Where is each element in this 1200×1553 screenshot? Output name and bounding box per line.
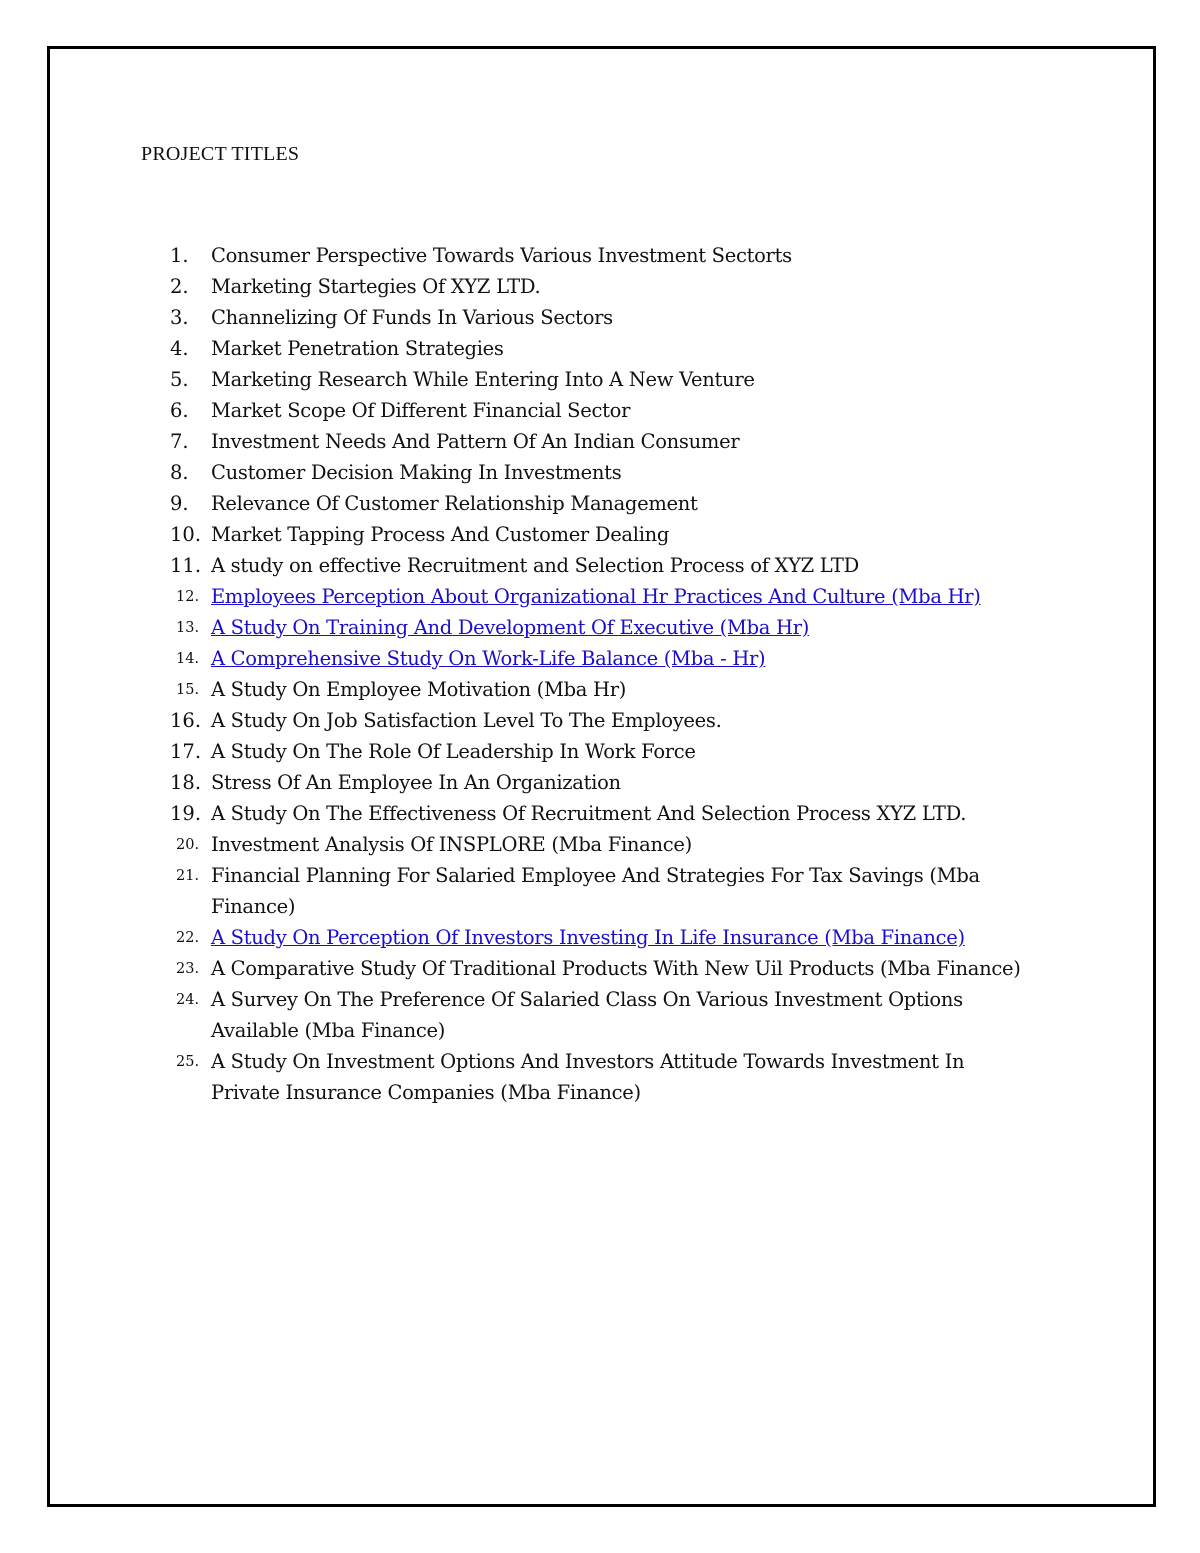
page-title: PROJECT TITLES <box>141 143 300 165</box>
item-link[interactable]: Employees Perception About Organizational Hr Practices And Culture (Mba Hr) <box>211 585 981 608</box>
item-link[interactable]: A Study On Training And Development Of Executive (Mba Hr) <box>211 616 810 639</box>
item-text: A study on effective Recruitment and Selection Process of XYZ LTD <box>211 554 859 577</box>
item-text: A Comparative Study Of Traditional Products With New Uil Products (Mba Finance) <box>211 957 1021 980</box>
item-text: Stress Of An Employee In An Organization <box>211 771 621 794</box>
list-item <box>170 798 1030 829</box>
item-text: Market Tapping Process And Customer Dealing <box>211 523 670 546</box>
list-item <box>170 922 1030 953</box>
item-text: Investment Needs And Pattern Of An Indian Consumer <box>211 430 740 453</box>
list-item <box>170 643 1030 674</box>
list-item <box>170 333 1030 364</box>
list-item <box>170 736 1030 767</box>
item-number: 17. <box>170 740 202 763</box>
list-item <box>170 550 1030 581</box>
item-number: 1. <box>170 244 189 267</box>
list-item <box>170 1046 1030 1108</box>
item-number: 12. <box>176 589 200 605</box>
item-number: 22. <box>176 930 200 946</box>
item-text: A Study On The Role Of Leadership In Work Force <box>211 740 696 763</box>
item-text: Channelizing Of Funds In Various Sectors <box>211 306 613 329</box>
list-item <box>170 612 1030 643</box>
item-text: A Survey On The Preference Of Salaried Class On Various Investment Options Available (Mba Finance) <box>211 988 963 1042</box>
item-number: 3. <box>170 306 189 329</box>
item-number: 15. <box>176 682 200 698</box>
list-item <box>170 705 1030 736</box>
item-number: 20. <box>176 837 200 853</box>
list-item <box>170 984 1030 1046</box>
item-number: 6. <box>170 399 189 422</box>
item-text: Financial Planning For Salaried Employee And Strategies For Tax Savings (Mba Finance) <box>211 864 980 918</box>
item-text: A Study On Job Satisfaction Level To The Employees. <box>211 709 722 732</box>
item-number: 25. <box>176 1054 200 1070</box>
list-item <box>170 519 1030 550</box>
item-link[interactable]: A Study On Perception Of Investors Investing In Life Insurance (Mba Finance) <box>211 926 965 949</box>
list-item <box>170 829 1030 860</box>
item-text: Relevance Of Customer Relationship Management <box>211 492 698 515</box>
item-number: 21. <box>176 868 200 884</box>
item-text: Customer Decision Making In Investments <box>211 461 622 484</box>
list-item <box>170 426 1030 457</box>
list-item <box>170 581 1030 612</box>
item-text: Investment Analysis Of INSPLORE (Mba Finance) <box>211 833 692 856</box>
list-item <box>170 953 1030 984</box>
item-number: 11. <box>170 554 202 577</box>
item-number: 16. <box>170 709 202 732</box>
list-item <box>170 302 1030 333</box>
item-text: Market Scope Of Different Financial Sector <box>211 399 631 422</box>
list-item <box>170 364 1030 395</box>
list-item <box>170 860 1030 922</box>
item-link[interactable]: A Comprehensive Study On Work-Life Balance (Mba - Hr) <box>211 647 766 670</box>
item-text: Marketing Research While Entering Into A New Venture <box>211 368 755 391</box>
item-text: A Study On Employee Motivation (Mba Hr) <box>211 678 627 701</box>
item-text: A Study On The Effectiveness Of Recruitment And Selection Process XYZ LTD. <box>211 802 967 825</box>
list-item <box>170 457 1030 488</box>
list-item <box>170 395 1030 426</box>
item-number: 24. <box>176 992 200 1008</box>
item-text: Market Penetration Strategies <box>211 337 504 360</box>
item-number: 18. <box>170 771 202 794</box>
item-number: 4. <box>170 337 189 360</box>
project-titles-list <box>170 240 1030 1108</box>
list-item <box>170 271 1030 302</box>
list-item <box>170 767 1030 798</box>
item-number: 10. <box>170 523 202 546</box>
item-number: 8. <box>170 461 189 484</box>
item-text: Consumer Perspective Towards Various Investment Sectorts <box>211 244 792 267</box>
item-number: 7. <box>170 430 189 453</box>
item-text: Marketing Startegies Of XYZ LTD. <box>211 275 541 298</box>
item-number: 2. <box>170 275 189 298</box>
item-number: 23. <box>176 961 200 977</box>
item-number: 13. <box>176 620 200 636</box>
item-number: 9. <box>170 492 189 515</box>
item-number: 19. <box>170 802 202 825</box>
list-item <box>170 674 1030 705</box>
list-item <box>170 240 1030 271</box>
item-text: A Study On Investment Options And Investors Attitude Towards Investment In Private Insurance Companies (Mba Finance) <box>211 1050 965 1104</box>
item-number: 14. <box>176 651 200 667</box>
list-item <box>170 488 1030 519</box>
item-number: 5. <box>170 368 189 391</box>
